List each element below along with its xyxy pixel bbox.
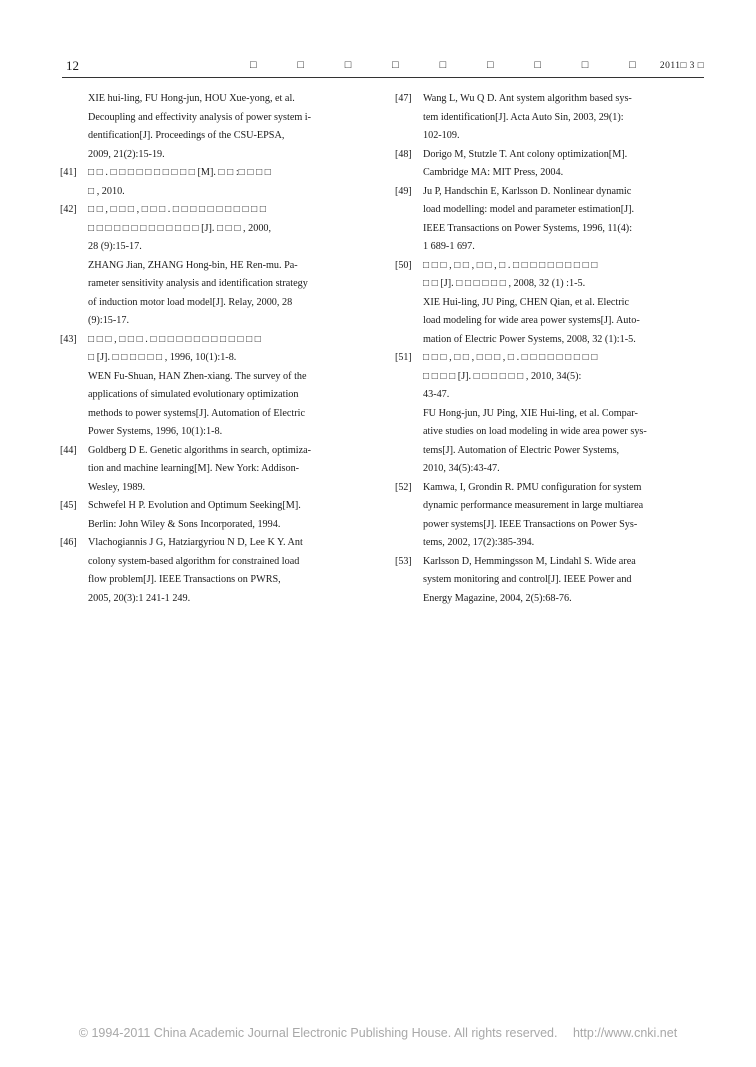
reference-number: [41] [60,167,77,178]
reference-line: Energy Magazine, 2004, 2(5):68-76. [423,592,572,604]
cnki-url[interactable]: http://www.cnki.net [572,1026,678,1040]
copyright-footer [0,1026,756,1040]
reference-number: [51] [395,352,412,363]
reference-line: of induction motor load model[J]. Relay, 2000, 28 [88,296,293,308]
reference-line: Power Systems, 1996, 10(1):1-8. [88,426,223,437]
reference-item [395,479,700,553]
reference-line: □ □ , □ □ □ , □ □ □ . □ □ □ □ □ □ □ □ □ □ □ [88,204,267,215]
reference-line: Schwefel H P. Evolution and Optimum Seeking[M]. [88,500,301,511]
reference-item [60,201,365,331]
reference-line: system monitoring and control[J]. IEEE Power and [423,574,632,585]
reference-line: tems, 2002, 17(2):385-394. [423,537,535,548]
reference-item [395,553,700,609]
reference-item [60,534,365,608]
reference-number: [42] [60,204,77,215]
reference-line: 2010, 34(5):43-47. [423,463,500,474]
reference-item [395,183,700,257]
reference-number: [44] [60,444,77,456]
reference-line: WEN Fu-Shuan, HAN Zhen-xiang. The survey of the [88,370,307,382]
reference-number: [50] [395,259,412,271]
reference-line: □ □ □ □ [J]. □ □ □ □ □ □ , 2010, 34(5): [423,370,582,382]
reference-line: □ [J]. □ □ □ □ □ □ , 1996, 10(1):1-8. [88,352,237,363]
reference-line: Wang L, Wu Q D. Ant system algorithm based sys- [423,93,632,104]
reference-number: [43] [60,333,77,345]
reference-line: □ □ □ , □ □ □ . □ □ □ □ □ □ □ □ □ □ □ □ □ [88,333,261,345]
reference-line: XIE Hui-ling, JU Ping, CHEN Qian, et al. Electric [423,296,629,308]
reference-line: rameter sensitivity analysis and identification strategy [88,278,308,289]
reference-number: [52] [395,481,412,493]
reference-line: Ju P, Handschin E, Karlsson D. Nonlinear dynamic [423,185,632,197]
reference-number: [53] [395,555,412,567]
reference-item [395,146,700,183]
reference-line: Vlachogiannis J G, Hatziargyriou N D, Lee K Y. Ant [88,537,303,548]
copyright-text: © 1994-2011 China Academic Journal Electronic Publishing House. All rights reserved. [78,1026,558,1040]
reference-line: mation of Electric Power Systems, 2008, 32 (1):1-5. [423,333,636,345]
header-rule [62,77,704,78]
reference-line: □ , 2010. [88,185,125,197]
reference-line: load modeling for wide area power systems[J]. Auto- [423,315,640,326]
reference-line: Kamwa, I, Grondin R. PMU configuration for system [423,481,642,493]
reference-line: □ □ [J]. □ □ □ □ □ □ , 2008, 32 (1) :1-5. [423,278,586,289]
reference-line: Dorigo M, Stutzle T. Ant colony optimization[M]. [423,148,628,160]
issue-label: 2011□ 3 □ [659,61,704,71]
reference-item [60,331,365,442]
reference-line: tem identification[J]. Acta Auto Sin, 2003, 29(1): [423,111,624,123]
reference-line: 28 (9):15-17. [88,241,142,252]
reference-line: □ □ □ , □ □ , □ □ □ , □ . □ □ □ □ □ □ □ □ □ [423,352,598,363]
reference-line: □ □ □ , □ □ , □ □ , □ . □ □ □ □ □ □ □ □ □ □ [423,259,598,271]
reference-line: applications of simulated evolutionary optimization [88,389,299,400]
reference-item [395,90,700,146]
reference-number: [49] [395,185,412,197]
reference-line: tems[J]. Automation of Electric Power Systems, [423,444,620,456]
reference-line: dynamic performance measurement in large multiarea [423,500,644,511]
reference-line: colony system-based algorithm for constrained load [88,555,300,567]
reference-number: [45] [60,500,77,511]
reference-line: ative studies on load modeling in wide area power sys- [423,426,647,437]
page-number: 12 [66,58,79,73]
reference-line: XIE hui-ling, FU Hong-jun, HOU Xue-yong, et al. [88,93,295,104]
reference-line: Cambridge MA: MIT Press, 2004. [423,167,564,178]
reference-line: methods to power systems[J]. Automation of Electric [88,407,306,419]
reference-line: Karlsson D, Hemmingsson M, Lindahl S. Wide area [423,555,636,567]
reference-line: FU Hong-jun, JU Ping, XIE Hui-ling, et al. Compar- [423,407,638,419]
references-right-column [395,90,700,608]
reference-line: 102-109. [423,130,460,141]
reference-line: 2005, 20(3):1 241-1 249. [88,592,191,604]
journal-title: □ □ □ □ □ □ □ □ □ [250,59,655,71]
reference-line: Berlin: John Wiley & Sons Incorporated, 1994. [88,518,281,530]
reference-number: [46] [60,537,77,548]
reference-item [60,442,365,498]
reference-line: load modelling: model and parameter estimation[J]. [423,204,635,215]
reference-line: Goldberg D E. Genetic algorithms in search, optimiza- [88,444,312,456]
reference-number: [47] [395,93,412,104]
reference-line: 43-47. [423,389,450,400]
reference-line: □ □ □ □ □ □ □ □ □ □ □ □ □ [J]. □ □ □ , 2000, [88,222,272,234]
reference-line: power systems[J]. IEEE Transactions on Power Sys- [423,518,638,530]
reference-item [60,497,365,534]
reference-item [395,349,700,479]
reference-number: [48] [395,148,412,160]
references-left-column [60,90,365,608]
reference-line: ZHANG Jian, ZHANG Hong-bin, HE Ren-mu. Pa- [88,259,298,271]
reference-line: Wesley, 1989. [88,481,146,493]
reference-item [395,257,700,350]
reference-item [60,164,365,201]
reference-line: 1 689-1 697. [423,241,475,252]
reference-line: flow problem[J]. IEEE Transactions on PWRS, [88,574,281,585]
reference-line: Decoupling and effectivity analysis of power system i- [88,111,312,123]
reference-line: dentification[J]. Proceedings of the CSU-EPSA, [88,130,285,141]
reference-line: (9):15-17. [88,315,130,326]
reference-line: tion and machine learning[M]. New York: Addison- [88,463,300,474]
reference-item [60,90,365,164]
reference-line: □ □ . □ □ □ □ □ □ □ □ □ □ [M]. □ □ :□ □ □ □ [88,167,271,178]
reference-line: IEEE Transactions on Power Systems, 1996, 11(4): [423,222,633,234]
reference-line: 2009, 21(2):15-19. [88,148,165,160]
